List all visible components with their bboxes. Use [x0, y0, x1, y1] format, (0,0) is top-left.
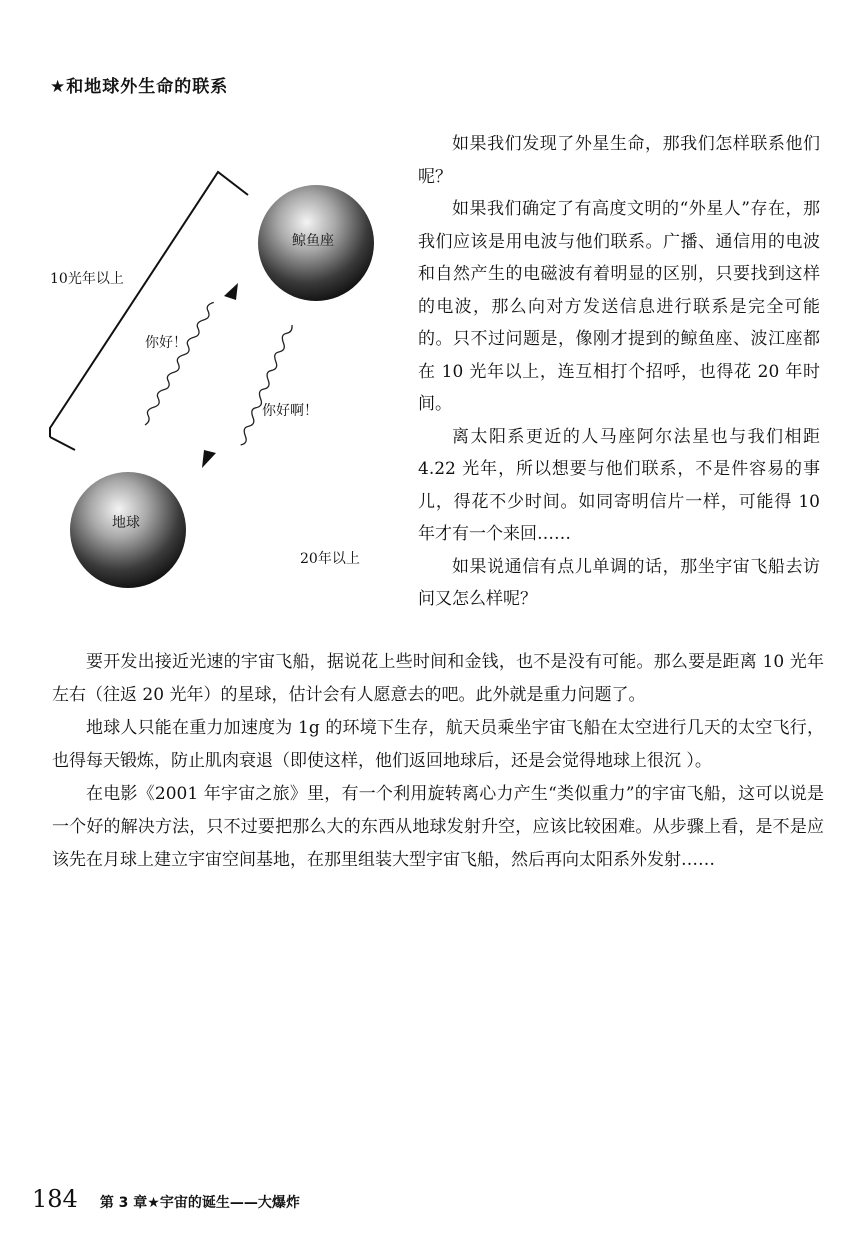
paragraph: 如果说通信有点儿单调的话，那坐宇宙飞船去访问又怎么样呢？ [418, 556, 820, 609]
label-hello-reply: 你好啊！ [262, 403, 318, 419]
paragraph: 要开发出接近光速的宇宙飞船，据说花上些时间和金钱，也不是没有可能。那么要是距离 10 光年左右（往返 20 光年）的星球，估计会有人愿意去的吧。此外就是重力问题了。 [52, 652, 824, 705]
paragraph: 如果我们确定了有高度文明的“外星人”存在，那我们应该是用电波与他们联系。广播、通信用的电波和自然产生的电磁波有着明显的区别，只要找到这样的电波，那么向对方发送信息进行联系是完全可能的。只不过问题是，像刚才提到的鲸鱼座、波江座都在 10 光年以上，连互相打个招呼，也得花 20 年时间。 [418, 199, 820, 414]
label-20-years: 20年以上 [300, 551, 360, 567]
body-text [52, 646, 824, 877]
right-column-text [418, 128, 820, 616]
label-hello: 你好！ [145, 335, 187, 351]
outgoing-arrowhead [224, 283, 238, 300]
distance-bracket [50, 172, 248, 437]
section-title: ★和地球外生命的联系 [50, 77, 229, 97]
incoming-signal-wave [228, 324, 304, 447]
label-cetus: 鲸鱼座 [292, 233, 334, 249]
chapter-title: 第 3 章★宇宙的诞生——大爆炸 [99, 1195, 300, 1211]
page-footer [32, 1185, 300, 1213]
outgoing-signal-wave [142, 296, 215, 431]
label-earth: 地球 [112, 515, 140, 531]
page-number: 184 [32, 1185, 78, 1213]
cetus-earth-figure [30, 150, 410, 620]
paragraph: 在电影《2001 年宇宙之旅》里，有一个利用旋转离心力产生“类似重力”的宇宙飞船，这可以说是一个好的解决方法，只不过要把那么大的东西从地球发射升空，应该比较困难。从步骤上看，是不是应该先在月球上建立宇宙空间基地，在那里组装大型宇宙飞船，然后再向太阳系外发射…… [52, 784, 824, 870]
paragraph: 离太阳系更近的人马座阿尔法星也与我们相距 4.22 光年，所以想要与他们联系，不是件容易的事儿，得花不少时间。如同寄明信片一样，可能得 10 年才有一个来回…… [418, 426, 820, 544]
incoming-arrowhead [202, 450, 216, 468]
paragraph: 地球人只能在重力加速度为 1g 的环境下生存，航天员乘坐宇宙飞船在太空进行几天的太空飞行，也得每天锻炼，防止肌肉衰退（即使这样，他们返回地球后，还是会觉得地球上很沉 ）。 [52, 718, 824, 771]
paragraph: 如果我们发现了外星生命，那我们怎样联系他们呢？ [418, 134, 820, 187]
label-10-light-years: 10光年以上 [50, 271, 124, 287]
